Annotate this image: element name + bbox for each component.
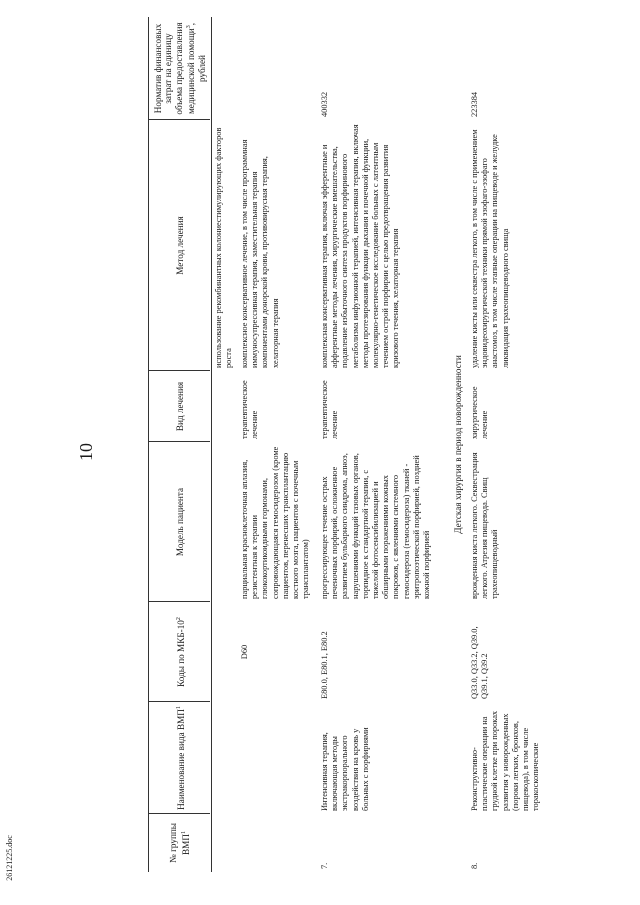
row8-norm: 223384 xyxy=(470,91,479,117)
header-number: № группы ВМП$^1$ xyxy=(168,823,192,863)
row8-model: врожденная киста легкого. Секвестрация легкого. Атрезия пищевода. Свищ трахеопищеводный xyxy=(470,452,500,599)
row7-norm: 400332 xyxy=(320,91,329,117)
row7-type: терапевтическое лечение xyxy=(320,380,340,439)
row-d60-type: терапевтическое лечение xyxy=(240,380,260,439)
vmp-table xyxy=(148,17,620,872)
row8-type: хирургическое лечение xyxy=(470,386,490,439)
column-divider xyxy=(148,813,210,814)
column-divider xyxy=(148,601,210,602)
row7-method: комплексная консервативная терапия, включая эфферентные и афферентные методы лечения, хирургические вмешательства, подавление избыточного синтеза продуктов порфиринового метаболизма инфузионной терапией, интенсивная терапия, включая методы протезирования функции дыхания и почечной функции, молекулярно-генетическое исследование больных с латентным течением острой порфирии с целью предотвращения развития кризового течения, хелаторная терапия xyxy=(320,124,401,368)
column-divider xyxy=(148,701,210,702)
header-treatment-method: Метод лечения xyxy=(174,216,185,275)
section-title: Детская хирургия в период новорожденности xyxy=(453,355,463,534)
header-treatment-type: Вид лечения xyxy=(174,381,185,432)
column-divider xyxy=(148,119,210,120)
continuation-method: использование рекомбинантных колониестимулирующих факторов роста xyxy=(214,127,234,368)
row7-number: 7. xyxy=(320,862,329,869)
row7-name: Интенсивная терапия, включающая методы экстракорпорального воздействия на кровь у больных с порфириями xyxy=(320,727,370,811)
header-vmp-name: Наименование вида ВМП$^1$ xyxy=(175,706,186,810)
header-financial-norm: Норматив финансовых затрат на единицу объема предоставления медицинской помощи$^3$, рублей xyxy=(152,22,207,115)
file-name: 26121225.doc xyxy=(5,835,14,881)
row-d60-method: комплексное консервативное лечение, в том числе программная иммуносупрессивная терапия, заместительная терапия компонентами донорской крови, противовирусная терапия, хелаторная терапия xyxy=(240,139,280,368)
page-number: 10 xyxy=(76,443,96,461)
column-divider xyxy=(148,370,210,371)
row8-method: удаление кисты или секвестра легкого, в том числе с применением эндовидеохирургической техники прямой эзофаго-эзофаго анастомоз, в том числе этапные операции на пищеводе и желудке ликвидация трахеопищеводного свища xyxy=(470,129,510,368)
header-patient-model: Модель пациента xyxy=(174,487,185,557)
row-d60-model: парциальная красноклеточная аплазия, резистентная к терапии глюкокортикоидными гормонами, сопровождающаяся гемосидерозом (кроме пациентов, перенесших трансплантацию костного мозга, пациентов с почечным трансплантатом) xyxy=(240,446,311,599)
row8-number: 8. xyxy=(470,862,479,869)
row7-model: прогрессирующее течение острых печеночных порфирий, осложненное развитием бульбарного синдрома, апноэ, нарушениями функций тазовых органов, торпидное к стандартной терапии, с тяжелой фотосенсибилизацией и обширными поражениями кожных покровов, с явлениями системного гемосидероза (гемосидероза) тканей - эритропоэтической порфирией, поздней кожной порфирией xyxy=(320,453,432,599)
column-divider xyxy=(148,441,210,442)
row8-name: Реконструктивно-пластические операции на грудной клетке при пороках развития у новорожденных (пороки легких, бронхов, пищевода), в том числе торакоскопические xyxy=(470,710,541,811)
table-header xyxy=(148,17,212,872)
header-icd-codes: Коды по МКБ-$10^2$ xyxy=(175,617,186,687)
row-d60-code: D60 xyxy=(240,644,249,660)
row7-codes: E80.0, E80.1, E80.2 xyxy=(320,631,329,699)
row8-codes: Q33.0, Q33.2, Q39.0, Q39.1, Q39.2 xyxy=(470,626,490,699)
